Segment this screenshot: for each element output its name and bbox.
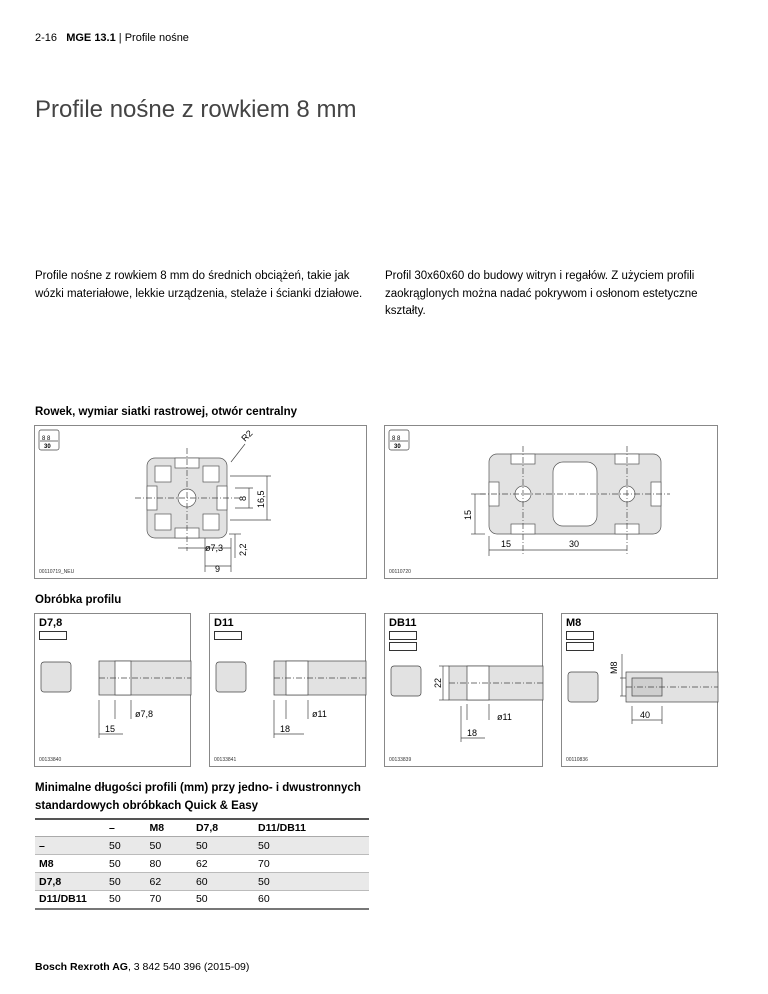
header-section: Profile nośne [124, 32, 189, 44]
machining-db11-drawing [385, 614, 544, 768]
dim-9: 9 [215, 564, 221, 574]
table-cell: 80 [145, 855, 191, 873]
dim-c: M8 [609, 661, 619, 674]
table-header: D11/DB11 [254, 819, 369, 837]
dim-15: 15 [501, 539, 512, 549]
figure-id: 00133840 [39, 757, 62, 763]
dim-16-5: 16,5 [256, 490, 266, 508]
table-cell: 50 [254, 837, 369, 855]
table-row [35, 837, 369, 855]
machining-label: D7,8 [39, 617, 63, 629]
dim-r2: R2 [239, 428, 255, 444]
table-cell: 60 [254, 891, 369, 909]
dim-a: ø11 [312, 709, 327, 719]
dim-b: 18 [280, 724, 291, 734]
figure-profile-30x60x60 [384, 425, 718, 579]
figure-id: 00133839 [389, 757, 412, 763]
table-row-header: D11/DB11 [35, 891, 105, 909]
table-cell: 60 [192, 873, 254, 891]
table-cell: 70 [254, 855, 369, 873]
dim-2-2: 2,2 [238, 543, 248, 556]
page-header: 2-16 MGE 13.1 | Profile nośne [35, 32, 189, 44]
profile-30x30-drawing [35, 426, 368, 580]
machining-panel-db11 [384, 613, 543, 767]
intro-left: Profile nośne z rowkiem 8 mm do średnich obciążeń, takie jak wózki materiałowe, lekkie urządzenia, stelaże i ścianki działowe. [35, 270, 363, 300]
table-cell: 50 [105, 891, 145, 909]
grid-bottom: 30 [44, 444, 51, 450]
footer-company: Bosch Rexroth AG [35, 961, 128, 973]
table-header: M8 [145, 819, 191, 837]
grid-top-2: 8 8 [392, 436, 401, 442]
dim-hole: ø7,3 [205, 543, 224, 553]
table-header-row [35, 819, 369, 837]
profile-30x60x60-drawing [385, 426, 719, 580]
figure-id: 00110836 [566, 757, 588, 763]
grid-top: 8 8 [42, 436, 51, 442]
table-header: D7,8 [192, 819, 254, 837]
table-cell: 50 [192, 891, 254, 909]
table-cell: 50 [105, 855, 145, 873]
section-groove-heading: Rowek, wymiar siatki rastrowej, otwór centralny [35, 406, 298, 418]
figure-id: 00110720 [389, 569, 411, 575]
figure-id: 00133841 [214, 757, 237, 763]
dim-b: 18 [467, 728, 478, 738]
page-footer [35, 961, 249, 973]
table-header [35, 819, 105, 837]
min-length-title: Minimalne długości profili (mm) przy jedno- i dwustronnych standardowych obróbkach Quick & Easy [35, 782, 361, 812]
dim-a: ø7,8 [135, 709, 154, 719]
table-cell: 50 [254, 873, 369, 891]
table-cell: 50 [145, 837, 191, 855]
machining-d78-drawing [35, 614, 192, 768]
dim-b: 15 [105, 724, 116, 734]
table-row-header: – [35, 837, 105, 855]
machining-label: DB11 [389, 617, 417, 629]
dim-c: 22 [433, 677, 443, 688]
machining-panel-d78 [34, 613, 191, 767]
intro-right: Profil 30x60x60 do budowy witryn i regałów. Z użyciem profili zaokrąglonych można nadać pokrywom i osłonom estetyczne kształty. [385, 270, 698, 317]
doc-code: MGE 13.1 [66, 32, 116, 44]
table-cell: 62 [192, 855, 254, 873]
machining-panel-d11 [209, 613, 366, 767]
dim-a: 40 [640, 710, 651, 720]
page-number: 2-16 [35, 32, 58, 44]
table-header: – [105, 819, 145, 837]
machining-label: D11 [214, 617, 234, 629]
grid-bottom-2: 30 [394, 444, 401, 450]
table-row-header: M8 [35, 855, 105, 873]
table-cell: 50 [105, 837, 145, 855]
table-cell: 50 [192, 837, 254, 855]
table-cell: 50 [105, 873, 145, 891]
machining-panel-m8 [561, 613, 718, 767]
page-title: Profile nośne z rowkiem 8 mm [35, 96, 357, 123]
table-row [35, 855, 369, 873]
dim-a: ø11 [497, 712, 512, 722]
machining-m8-drawing [562, 614, 719, 768]
section-machining-heading: Obróbka profilu [35, 594, 122, 606]
table-cell: 62 [145, 873, 191, 891]
footer-ref: , 3 842 540 396 (2015-09) [127, 961, 250, 973]
dim-15-vertical: 15 [463, 509, 473, 520]
table-row [35, 891, 369, 909]
min-length-table [35, 818, 369, 910]
table-row-header: D7,8 [35, 873, 105, 891]
machining-label: M8 [566, 617, 582, 629]
machining-d11-drawing [210, 614, 367, 768]
table-row [35, 873, 369, 891]
dim-30: 30 [569, 539, 580, 549]
figure-profile-30x30 [34, 425, 367, 579]
dim-8: 8 [238, 495, 248, 501]
table-cell: 70 [145, 891, 191, 909]
figure-id: 00110719_NEU [39, 569, 75, 575]
